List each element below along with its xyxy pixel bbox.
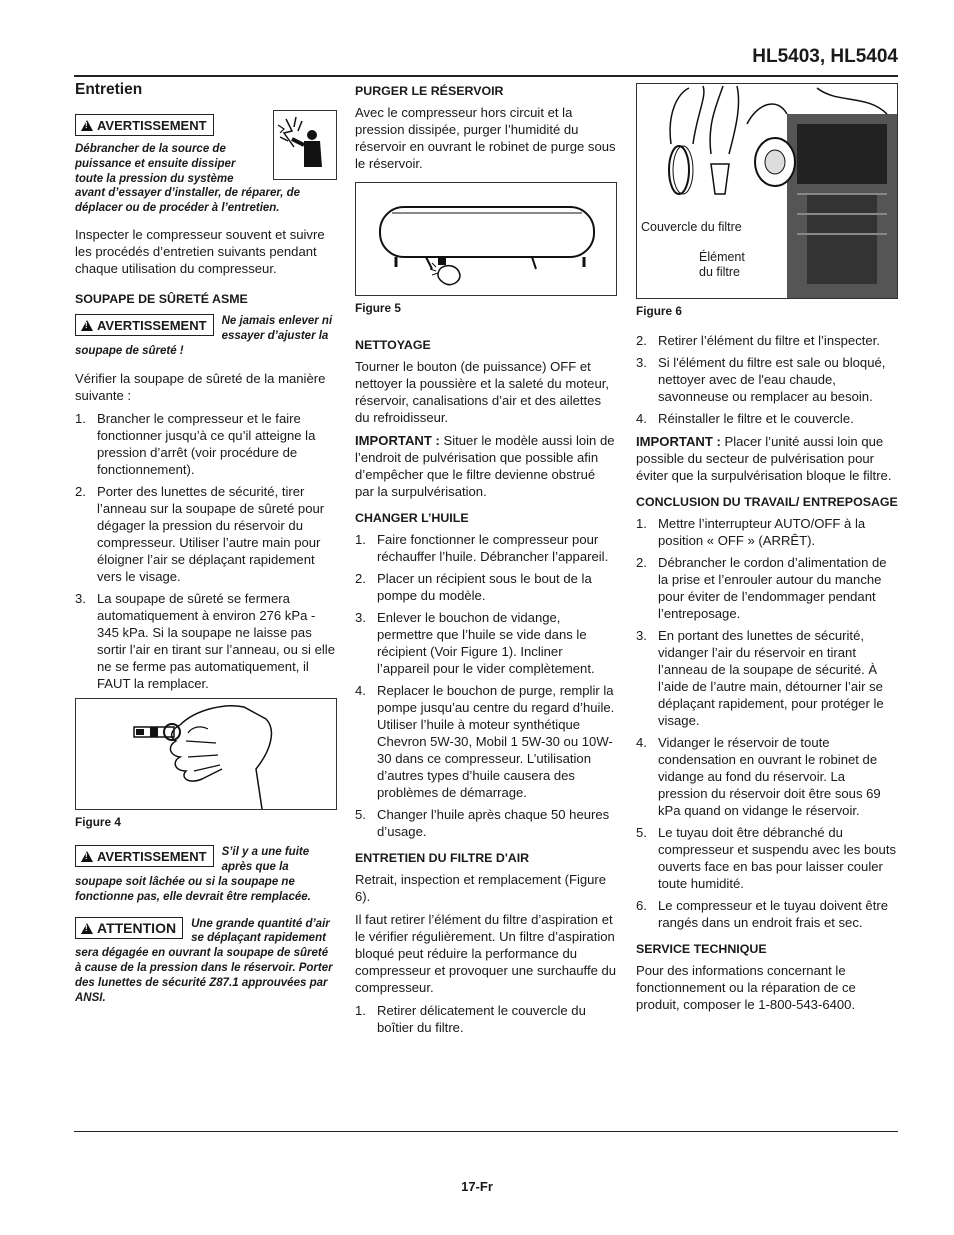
label-filter-element: Élément du filtre (699, 250, 745, 279)
list-item: 2. Retirer l’élément du filtre et l’inspecter. (636, 333, 880, 348)
header-rule (74, 75, 898, 77)
list-item: 2. Débrancher le cordon d’alimentation de la prise et l’enrouler autour du manche pour éviter de l’endommager pendant l’entreposage. (636, 555, 887, 621)
list-item: 1. Brancher le compresseur et le faire fonctionner jusqu’à ce qu’il atteigne la pression d’arrêt (voir procédure de fonctionnement). (75, 411, 316, 478)
warning-sign: !AVERTISSEMENT (75, 114, 214, 136)
attention-sign: !ATTENTION (75, 917, 183, 939)
list-item: 5. Le tuyau doit être débranché du compresseur et suspendu avec les bouts ouverts face en bas pour laisser couler toute humidité. (636, 825, 897, 891)
asme-intro: Vérifier la soupape de sûreté de la manière suivante : (75, 371, 326, 404)
figure-caption: Figure 5 (355, 301, 401, 315)
column-3 (636, 81, 898, 1019)
asme-steps (75, 410, 337, 692)
figure-5 (355, 182, 617, 296)
figure-caption: Figure 6 (636, 304, 682, 318)
warning-text: Ne jamais enlever ni essayer d’ajuster la soupape de sûreté ! (75, 314, 333, 357)
figure-6 (636, 83, 898, 299)
warning-block-2 (75, 314, 337, 358)
list-item: 3. La soupape de sûreté se fermera automatiquement à environ 276 kPa - 345 kPa. Si la soupape ne laisse pas sortir l’air en tirant sur l’anneau, ou si elle ne se ferme pas automatiquement, il FAUT la remplacer. (75, 591, 335, 692)
purge-heading: PURGER LE RÉSERVOIR (355, 84, 504, 98)
label-filter-cover: Couvercle du filtre (641, 220, 742, 234)
page-number: 17-Fr (461, 1179, 493, 1194)
clean-text: Tourner le bouton (de puissance) OFF et nettoyer la poussière et la saleté du moteur, réservoir, canalisations d’air et des ailettes du refroidisseur. (355, 359, 610, 425)
list-item: 3. En portant des lunettes de sécurité, vidanger l’air du réservoir en tirant l’anneau de la soupape de sécurité. À l’aide de l’autre main, détourner l’air se déplaçant rapidement, pour protéger le visage. (636, 628, 884, 728)
service-text: Pour des informations concernant le fonctionnement ou la réparation de ce produit, composer le 1-800-543-6400. (636, 963, 856, 1012)
warning-triangle-icon (81, 120, 93, 131)
filter-steps-continued (636, 332, 898, 427)
oil-heading: CHANGER L’HUILE (355, 511, 469, 525)
attention-block (75, 917, 337, 1006)
list-item: 2. Porter des lunettes de sécurité, tirer l’anneau sur la soupape de sûreté pour dégager la pression du réservoir du compresseur. Utiliser l’autre main pour éloigner l’air se déplaçant rapidement vers le visage. (75, 484, 325, 585)
purge-text: Avec le compresseur hors circuit et la pression dissipée, purger l’humidité du réservoir en ouvrant le robinet de purge sous le réservoir. (355, 105, 616, 171)
filter-heading: ENTRETIEN DU FILTRE D'AIR (355, 851, 530, 865)
shock-hazard-icon (273, 110, 337, 180)
warning-sign: !AVERTISSEMENT (75, 314, 214, 336)
warning-triangle-icon (81, 851, 93, 862)
list-item: 5. Changer l’huile après chaque 50 heures d’usage. (355, 807, 610, 839)
footer-rule (74, 1131, 898, 1132)
list-item: 4. Replacer le bouchon de purge, remplir la pompe jusqu’au centre du regard d’huile. Utiliser l’huile à moteur synthétique Chevron 5W-30, Mobil 1 5W-30 ou 10W-30 dans ce compresseur. L’utilisation d’autres types d’huile causera des problèmes de démarrage. (355, 683, 615, 800)
warning-block-3 (75, 845, 337, 904)
list-item: 4. Réinstaller le filtre et le couvercle. (636, 411, 854, 426)
service-heading: SERVICE TECHNIQUE (636, 942, 767, 956)
intro-text: Inspecter le compresseur souvent et suivre les procédés d’entretien suivants pendant chaque utilisation du compresseur. (75, 226, 325, 276)
important-note: IMPORTANT : Situer le modèle aussi loin de l’endroit de pulvérisation que possible afin d’empêcher que le filtre devienne obstrué par la surpulvérisation. (355, 433, 615, 499)
oil-steps (355, 531, 617, 840)
conclusion-steps (636, 515, 898, 931)
asme-heading: SOUPAPE DE SÛRETÉ ASME (75, 291, 248, 306)
conclusion-heading: CONCLUSION DU TRAVAIL/ ENTREPOSAGE (636, 495, 898, 509)
list-item: 1. Faire fonctionner le compresseur pour réchauffer l’huile. Débrancher l’appareil. (355, 532, 609, 564)
section-title: Entretien (75, 81, 143, 98)
warning-text: S’il y a une fuite après que la soupape soit lâchée ou si la soupape ne fonctionne pas, elle devrait être remplacée. (75, 846, 311, 903)
filter-text-2: Il faut retirer l’élément du filtre d’aspiration et le vérifier régulièrement. Un filtre d’aspiration bloqué peut réduire la performance du compresseur et provoquer une surchauffe du compresseur. (355, 912, 617, 995)
filter-steps-start (355, 1002, 617, 1036)
clean-heading: NETTOYAGE (355, 338, 431, 352)
warning-triangle-icon (81, 923, 93, 934)
warning-sign: !AVERTISSEMENT (75, 845, 214, 867)
figure-caption: Figure 4 (75, 815, 121, 830)
hand-safety-valve-illustration (76, 699, 336, 809)
column-1 (75, 81, 337, 1005)
column-2 (355, 81, 617, 1042)
warning-text: Débrancher de la source de puissance et ensuite dissiper toute la pression du système avant d’essayer d’installer, de réparer, de déplacer ou de procéder à l’entretien. (75, 143, 301, 215)
filter-text-1: Retrait, inspection et remplacement (Figure 6). (355, 872, 607, 904)
warning-block-1 (75, 110, 337, 216)
list-item: 2. Placer un récipient sous le bout de la pompe du modèle. (355, 571, 592, 603)
list-item: 6. Le compresseur et le tuyau doivent être rangés dans un endroit frais et sec. (636, 898, 888, 930)
list-item: 1. Mettre l’interrupteur AUTO/OFF à la position « OFF » (ARRÊT). (636, 516, 866, 548)
list-item: 3. Si l'élément du filtre est sale ou bloqué, nettoyer avec de l'eau chaude, savonneuse ou remplacer au besoin. (636, 355, 886, 404)
list-item: 4. Vidanger le réservoir de toute condensation en ouvrant le robinet de vidange au fond du réservoir. La pression du réservoir doit être sous 69 kPa quand on vidange le réservoir. (636, 735, 881, 818)
important-note: IMPORTANT : Placer l’unité aussi loin que possible du secteur de pulvérisation pour éviter que la surpulvérisation bloque le filtre. (636, 434, 892, 483)
list-item: 1. Retirer délicatement le couvercle du boîtier du filtre. (355, 1003, 586, 1035)
air-filter-illustration (637, 84, 897, 298)
list-item: 3. Enlever le bouchon de vidange, permettre que l’huile se vide dans le récipient (Voir Figure 1). Incliner l’appareil pour le vider complètement. (355, 610, 595, 676)
tank-drain-illustration (356, 183, 616, 295)
model-number: HL5403, HL5404 (752, 46, 898, 67)
figure-4 (75, 698, 337, 810)
warning-triangle-icon (81, 320, 93, 331)
attention-text: Une grande quantité d’air se déplaçant rapidement sera dégagée en ouvrant la soupape de sûreté à cause de la pression dans le réservoir. Porter des lunettes de sécurité Z87.1 approuvées par ANSI. (75, 917, 333, 1004)
